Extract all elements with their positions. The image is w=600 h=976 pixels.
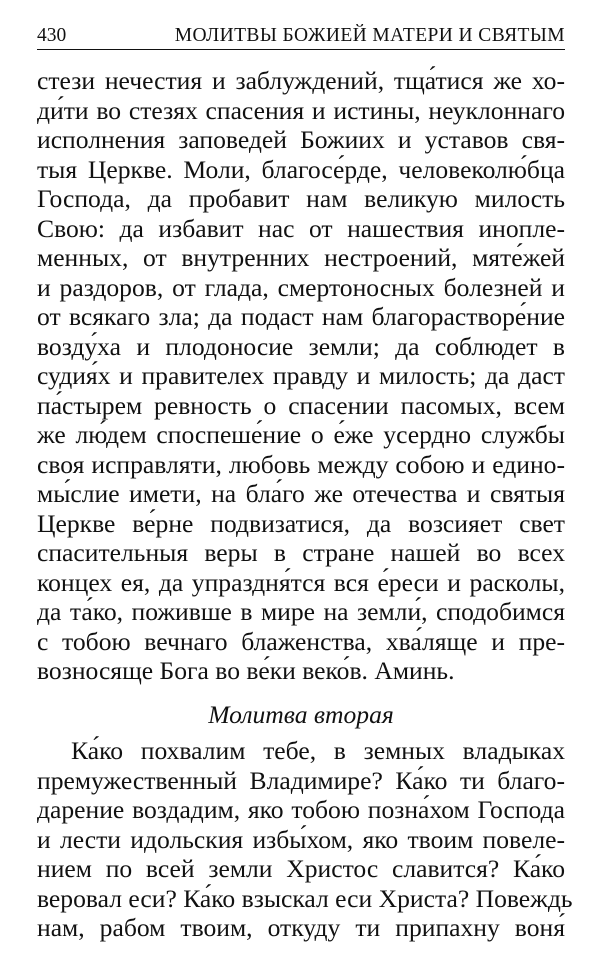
text-line: менных, от внутренних нестроений, мяте́жей xyxy=(37,243,565,272)
text-line: концех ея, да упраздня́тся вся е́реси и расколы, xyxy=(37,567,565,597)
text-line: Ка́ко похвалим тебе, в земных владыках xyxy=(71,736,565,765)
running-title: МОЛИТВЫ БОЖИЕЙ МАТЕРИ И СВЯТЫМ xyxy=(174,25,565,46)
text-line: мы́слие имети, на бла́го же отечества и святыя xyxy=(37,479,565,508)
text-line: судия́х и правителех правду и милость; да даст xyxy=(37,361,565,390)
text-line: стези нечестия и заблуждений, тща́тися же хо- xyxy=(37,66,565,95)
text-line: от всякаго зла; да подаст нам благораствоpе́ние xyxy=(37,302,565,331)
text-line: веровал еси? Ка́ко взыскал еси Христа? Повеждь xyxy=(37,883,573,913)
text-line: своя исправляти, любовь между собою и едино- xyxy=(37,449,565,479)
text-line: ди́ти во стезях спасения и истины, неуклоннаго xyxy=(37,95,565,125)
text-line: нием по всей земли Христос славится? Ка́ко xyxy=(37,854,565,883)
section-heading: Молитва вторая xyxy=(208,700,394,729)
text-line: Свою: да избавит нас от нашествия инопле- xyxy=(37,213,565,243)
text-line: премужественный Владимире? Ка́ко ти благо- xyxy=(37,765,565,795)
text-line: нам, рабом твоим, откуду ти припахну воня́ xyxy=(37,913,565,942)
text-line: Церкве ве́рне подвизатися, да возсияет свет xyxy=(37,508,565,538)
text-line: возносяще Бога во ве́ки веко́в. Аминь. xyxy=(37,656,455,685)
text-line: с тобою вечнаго блаженства, хва́ляще и пре- xyxy=(37,626,565,656)
text-line: спасительныя веры в стране нашей во всех xyxy=(37,538,565,567)
text-line: и лести идольския избы́хом, яко твоим повеле- xyxy=(37,824,565,854)
paragraph-second-prayer xyxy=(37,736,573,943)
text-line: и раздоров, от глада, смертоносных болезней и xyxy=(37,272,565,302)
text-line: тыя Церкве. Моли, благосе́рде, человеколю́бца xyxy=(37,154,565,184)
text-line: возду́ха и плодоносие земли; да соблюдет в xyxy=(37,331,565,361)
page-number: 430 xyxy=(37,25,67,46)
running-header xyxy=(37,23,565,50)
text-line: па́стырем ревность о спасении пасомых, всем xyxy=(37,390,565,420)
paragraph-continued-prayer xyxy=(37,66,565,686)
text-line: исполнения заповедей Божиих и уставов свя- xyxy=(37,125,565,154)
text-line: дарение воздадим, яко тобою позна́хом Господа xyxy=(37,795,565,824)
text-line: Господа, да пробавит нам великую милость xyxy=(37,184,565,213)
text-line: да та́ко, поживше в мире на земли́, сподобимся xyxy=(37,597,565,626)
text-line: же лю́дем споспеше́ние о е́же усердно службы xyxy=(37,420,565,449)
